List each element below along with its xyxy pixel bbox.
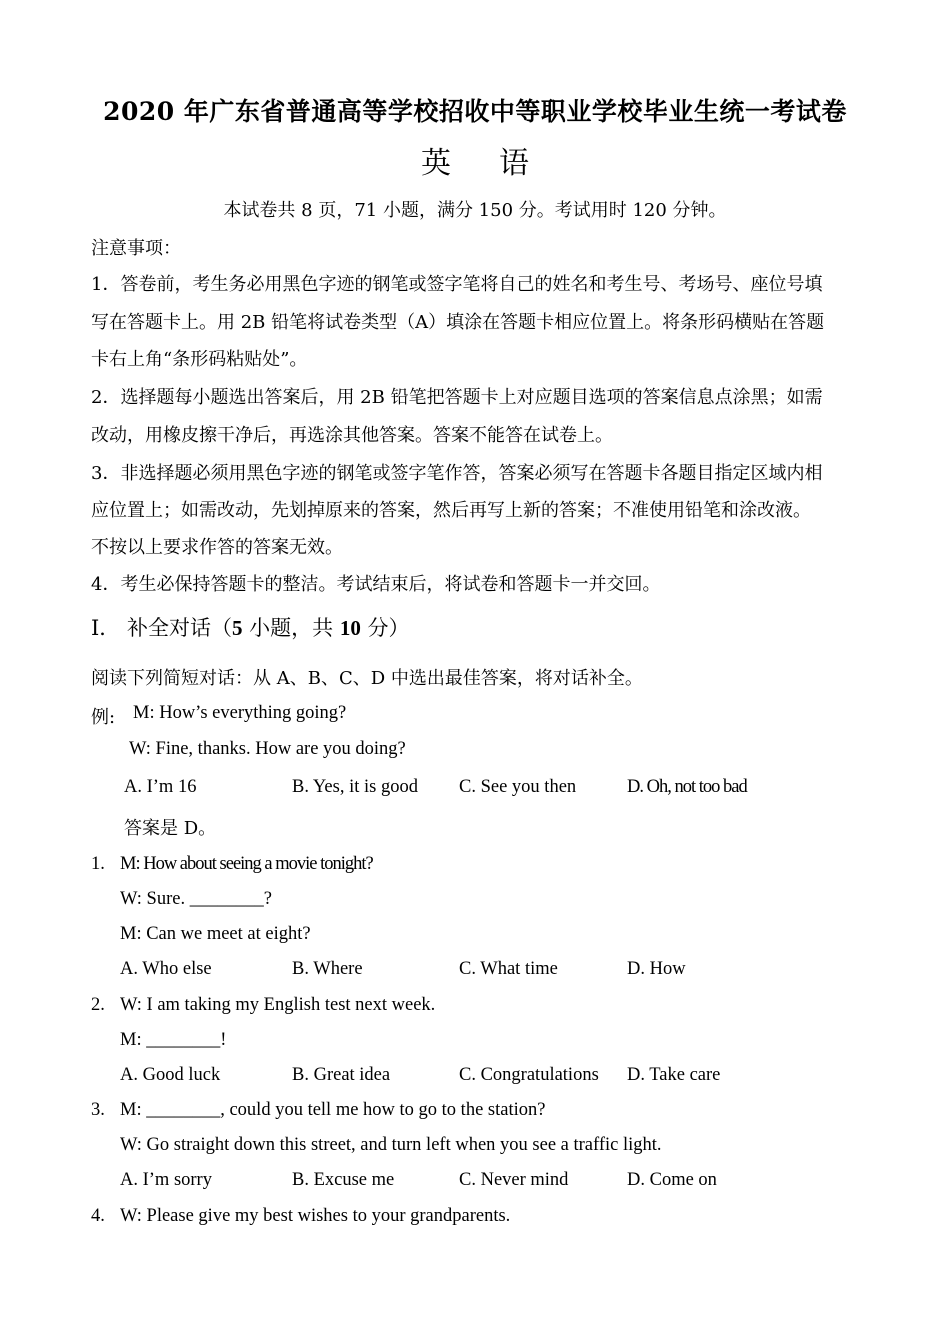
example-option: C. See you then [459, 777, 577, 797]
question-line: W: I am taking my English test next week. [120, 995, 436, 1015]
exam-title: 2020 年广东省普通高等学校招收中等职业学校毕业生统一考试卷 [103, 97, 847, 126]
example-label: 例: [91, 707, 116, 728]
question-line: W: Go straight down this street, and turn left when you see a traffic light. [120, 1135, 662, 1155]
question-line: M: Can we meet at eight? [120, 924, 311, 944]
notice-heading: 注意事项： [91, 238, 181, 259]
question-option: C. Never mind [459, 1170, 569, 1190]
notice-line: 2．选择题每小题选出答案后，用 2B 铅笔把答题卡上对应题目选项的答案信息点涂黑；如需 [91, 387, 823, 408]
question-option: D. Take care [627, 1065, 721, 1085]
example-option: A. I’m 16 [124, 777, 197, 797]
section-title-c: 分） [367, 616, 410, 640]
question-option: B. Excuse me [292, 1170, 395, 1190]
example-line-m: M: How’s everything going? [133, 703, 347, 723]
question-number: 3. [91, 1100, 105, 1120]
notice-line: 应位置上；如需改动，先划掉原来的答案，然后再写上新的答案；不准使用铅笔和涂改液。 [91, 500, 811, 521]
question-option: A. Good luck [120, 1065, 221, 1085]
question-option: D. Come on [627, 1170, 717, 1190]
question-option: D. How [627, 959, 686, 979]
question-option: A. I’m sorry [120, 1170, 212, 1190]
notice-line: 4．考生必保持答题卡的整洁。考试结束后，将试卷和答题卡一并交回。 [91, 574, 661, 595]
section-title-a: 补全对话（ [126, 616, 232, 640]
example-answer: 答案是 D。 [124, 818, 217, 839]
section-heading [91, 612, 410, 642]
notice-line: 不按以上要求作答的答案无效。 [91, 537, 343, 558]
question-option: C. What time [459, 959, 558, 979]
notice-line: 卡右上角“条形码粘贴处”。 [91, 349, 308, 370]
question-option: B. Where [292, 959, 363, 979]
notice-line: 改动，用橡皮擦干净后，再选涂其他答案。答案不能答在试卷上。 [91, 425, 613, 446]
section-count: 5 [231, 616, 243, 640]
example-line-w: W: Fine, thanks. How are you doing? [129, 739, 406, 759]
question-line: M: ________, could you tell me how to go to the station? [120, 1100, 546, 1120]
question-number: 2. [91, 995, 105, 1015]
question-line: W: Please give my best wishes to your grandparents. [120, 1206, 511, 1226]
question-option: C. Congratulations [459, 1065, 599, 1085]
question-line: M: How about seeing a movie tonight? [120, 854, 373, 874]
question-line: W: Sure. ________? [120, 889, 272, 909]
question-option: A. Who else [120, 959, 212, 979]
example-option: B. Yes, it is good [292, 777, 418, 797]
question-option: B. Great idea [292, 1065, 391, 1085]
question-line: M: ________! [120, 1030, 227, 1050]
subject-title: 英语 [421, 146, 577, 181]
section-title-b: 小题，共 [249, 616, 334, 640]
example-option: D. Oh, not too bad [627, 777, 747, 797]
exam-info: 本试卷共 8 页，71 小题，满分 150 分。考试用时 120 分钟。 [223, 200, 727, 221]
question-number: 1. [91, 854, 105, 874]
section-points: 10 [339, 616, 361, 640]
section-roman: Ⅰ． [91, 616, 121, 640]
section-instruction: 阅读下列简短对话：从 A、B、C、D 中选出最佳答案，将对话补全。 [91, 668, 643, 689]
notice-line: 写在答题卡上。用 2B 铅笔将试卷类型（A）填涂在答题卡相应位置上。将条形码横贴在答题 [91, 312, 825, 333]
notice-line: 3．非选择题必须用黑色字迹的钢笔或签字笔作答，答案必须写在答题卡各题目指定区域内相 [91, 463, 823, 484]
notice-line: 1．答卷前，考生务必用黑色字迹的钢笔或签字笔将自己的姓名和考生号、考场号、座位号填 [91, 274, 823, 295]
question-number: 4. [91, 1206, 105, 1226]
